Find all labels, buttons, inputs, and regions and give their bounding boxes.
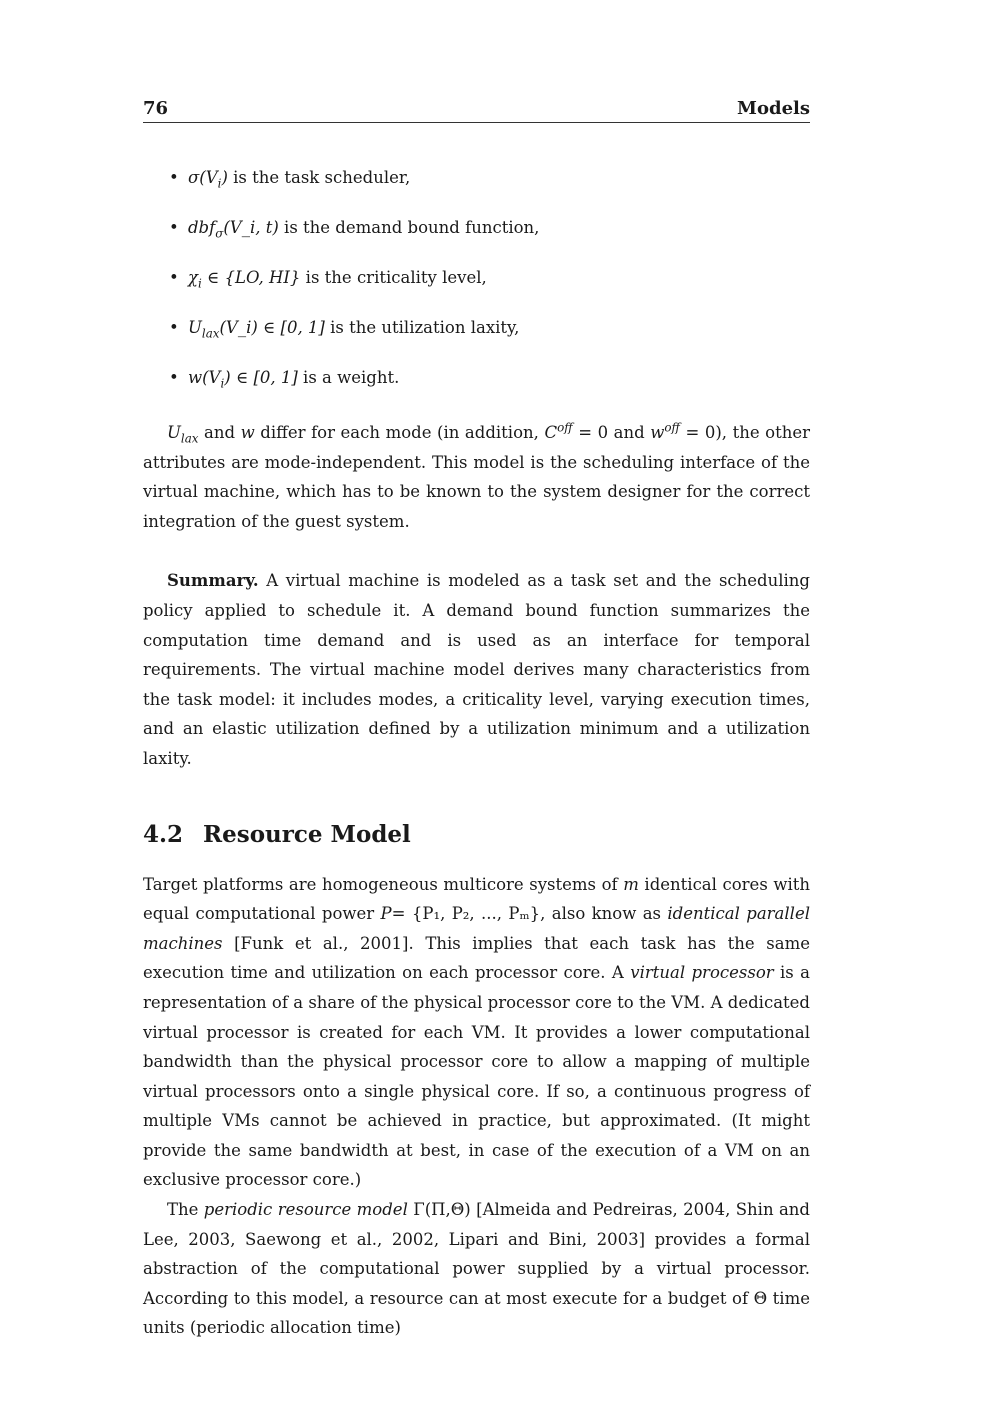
bullet-icon: • — [169, 318, 179, 337]
mode-attributes-paragraph: $U_{lax}$ and w differ for each mode (in addition, $C^{off} = 0$ and $w^{off} = 0$), the other attributes are mode-independent. This model is the scheduling interface of the virtual machine, which has to be known to the system designer for the correct integration of the guest system. — [143, 420, 810, 531]
running-title: Models — [737, 98, 810, 119]
bullet-icon: • — [169, 168, 179, 187]
bullet-list — [143, 162, 810, 412]
section-title: Resource Model — [203, 820, 411, 848]
section-heading — [143, 818, 810, 852]
list-item: • $\chi_i$ ∈ {LO, HI} is the criticality level, — [143, 262, 810, 312]
summary-label: Summary. — [167, 571, 259, 591]
bullet-icon: • — [169, 368, 179, 387]
bullet-icon: • — [169, 268, 179, 287]
list-item: • $\sigma(V_i)$ is the task scheduler, — [143, 162, 810, 212]
resource-model-paragraph: Target platforms are homogeneous multicore systems of m identical cores with equal computational power P= {P₁, P₂, ..., Pₘ}, also know as identical parallel machines [Funk et al., 2001]. This implies that each task has the same execution time and utilization on each processor core. A virtual processor is a representation of a share of the physical processor core to the VM. A dedicated virtual processor is created for each VM. It provides a lower computational bandwidth than the physical processor core to allow a mapping of multiple virtual processors onto a single physical core. If so, a continuous progress of multiple VMs cannot be achieved in practice, but approximated. (It might provide the same bandwidth at best, in case of the execution of a VM on an exclusive processor core.) — [143, 874, 811, 1190]
bullet-icon: • — [169, 218, 179, 237]
main-content — [143, 162, 810, 1343]
periodic-resource-paragraph: The periodic resource model Γ(Π,Θ) [Almeida and Pedreiras, 2004, Shin and Lee, 2003, Saewong et al., 2002, Lipari and Bini, 2003] provides a formal abstraction of the computational power supplied by a virtual processor. According to this model, a resource can at most execute for a budget of Θ time units (periodic allocation time) — [143, 1200, 810, 1338]
summary-paragraph: Summary. A virtual machine is modeled as a task set and the scheduling policy applied to schedule it. A demand bound function summarizes the computation time demand and is used as an interface for temporal requirements. The virtual machine model derives many characteristics from the task model: it includes modes, a criticality level, varying execution times, and an elastic utilization defined by a utilization minimum and a utilization laxity. — [143, 571, 810, 768]
list-item: • dbf$_\sigma$(V_i, t) is the demand bound function, — [143, 212, 810, 262]
section-number: 4.2 — [143, 820, 184, 848]
page-header — [143, 98, 810, 123]
list-item: • $w(V_i)$ ∈ [0, 1] is a weight. — [143, 362, 810, 412]
list-item: • $U_{lax}(V\_i)$ ∈ [0, 1] is the utilization laxity, — [143, 312, 810, 362]
page-number: 76 — [143, 98, 169, 119]
